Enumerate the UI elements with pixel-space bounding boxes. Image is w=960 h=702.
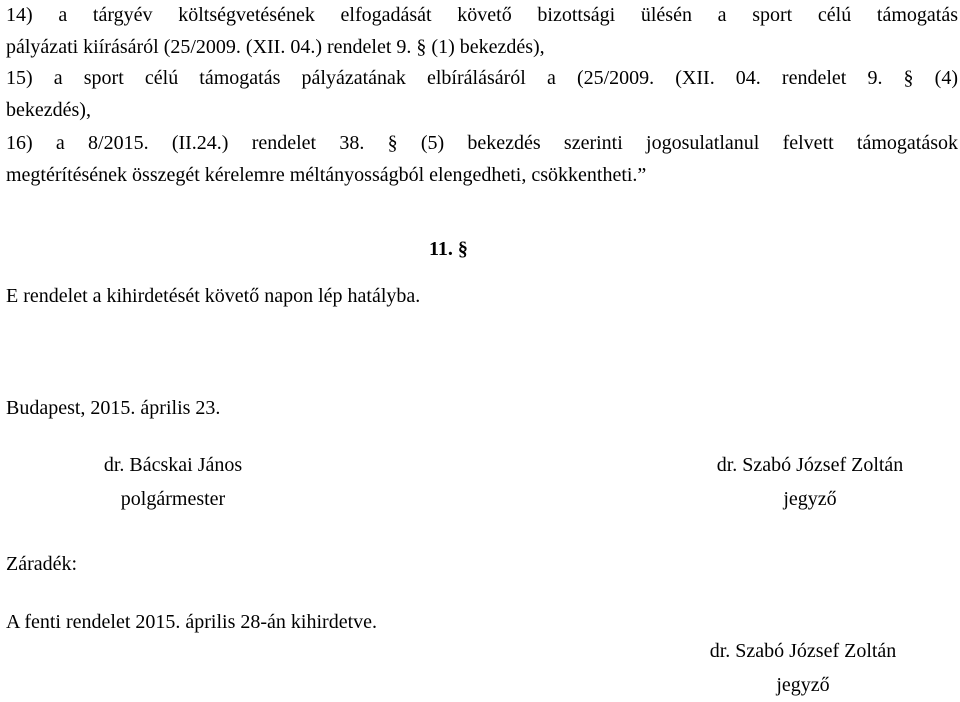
signatory-mayor-name: dr. Bácskai János <box>103 454 243 476</box>
list-item-14-line-1: 14) a tárgyév költségvetésének elfogadását követő bizottsági ülésén a sport célú támogatás <box>6 4 958 26</box>
section-heading: 11. § <box>429 238 468 260</box>
signatory-mayor-title: polgármester <box>120 488 226 510</box>
list-item-15 <box>6 63 958 126</box>
section-text: E rendelet a kihirdetését követő napon lép hatályba. <box>6 285 421 307</box>
signatory-notary <box>670 448 950 516</box>
final-signatory-name: dr. Szabó József Zoltán <box>709 640 897 662</box>
list-item-16-line-1: 16) a 8/2015. (II.24.) rendelet 38. § (5) bekezdés szerinti jogosulatlanul felvett támogatások <box>6 132 958 154</box>
list-item-16 <box>6 128 958 191</box>
final-signatory <box>663 634 943 702</box>
list-item-14-line-2: pályázati kiírásáról (25/2009. (XII. 04.) rendelet 9. § (1) bekezdés), <box>6 35 545 58</box>
final-signatory-title: jegyző <box>776 674 830 696</box>
signatory-notary-title: jegyző <box>783 488 837 510</box>
signatory-mayor <box>58 448 288 516</box>
list-item-15-line-2: bekezdés), <box>6 98 91 121</box>
signatory-notary-name: dr. Szabó József Zoltán <box>716 454 904 476</box>
place-date: Budapest, 2015. április 23. <box>6 397 221 419</box>
document-page <box>6 0 958 697</box>
clause-text: A fenti rendelet 2015. április 28-án kihirdetve. <box>6 611 378 633</box>
clause-label: Záradék: <box>6 553 78 575</box>
list-item-16-line-2: megtérítésének összegét kérelemre méltányosságból elengedheti, csökkentheti.” <box>6 163 647 186</box>
list-item-14 <box>6 0 958 63</box>
list-item-15-line-1: 15) a sport célú támogatás pályázatának elbírálásáról a (25/2009. (XII. 04. rendelet 9. § (4) <box>6 67 958 89</box>
